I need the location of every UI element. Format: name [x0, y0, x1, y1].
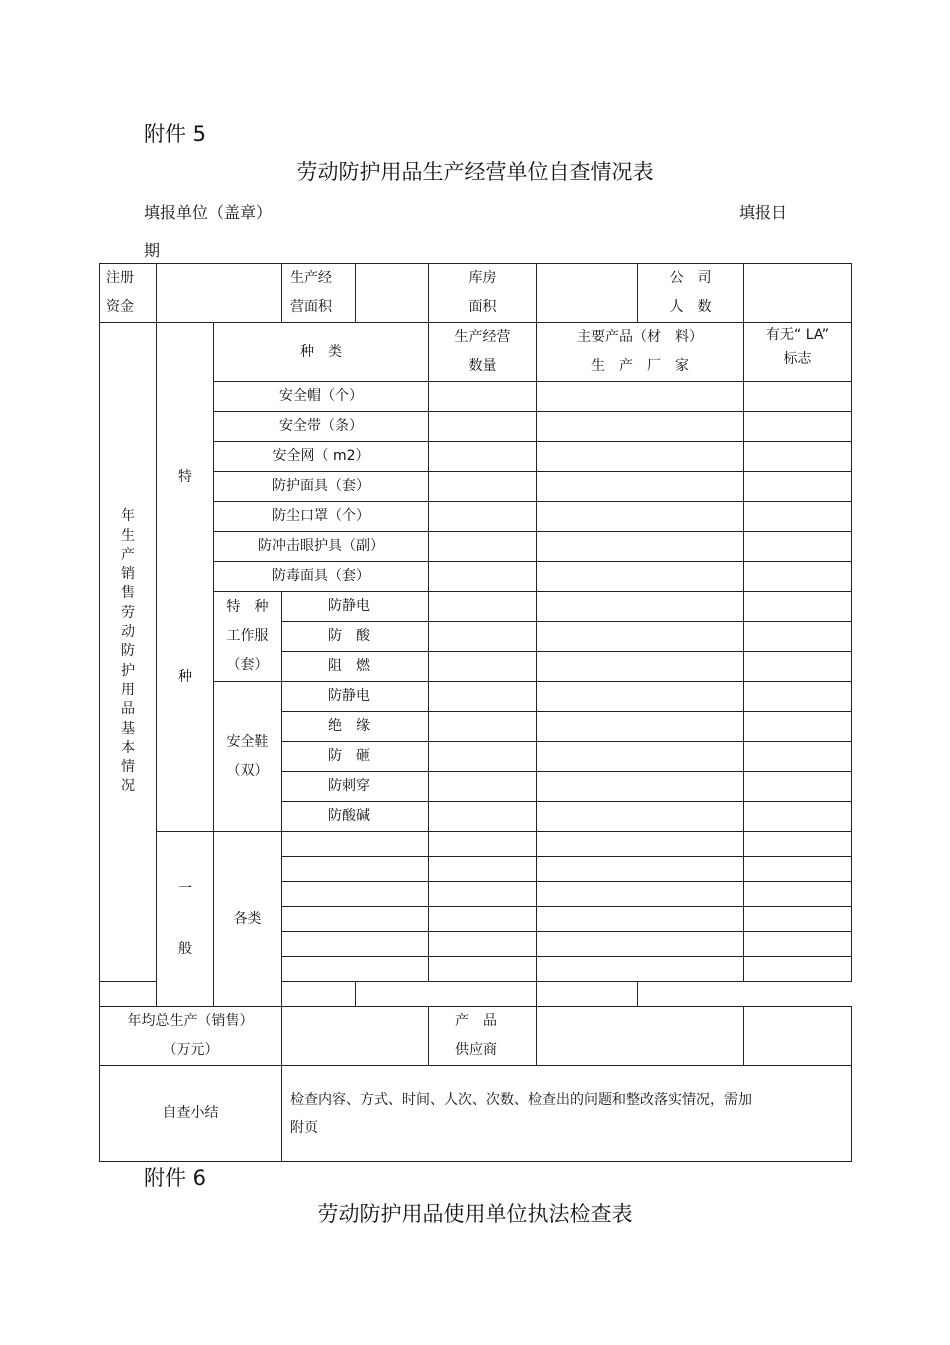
self-check-summary-label: 自查小结	[100, 1066, 282, 1162]
supplier-extra-cell[interactable]	[744, 1007, 852, 1066]
warehouse-area-value[interactable]	[537, 264, 638, 323]
manufacturer-cell[interactable]	[537, 652, 744, 682]
quantity-cell[interactable]	[429, 932, 537, 957]
la-mark-cell[interactable]	[744, 442, 852, 472]
la-mark-cell[interactable]	[744, 957, 852, 982]
manufacturer-cell[interactable]	[537, 772, 744, 802]
la-mark-cell[interactable]	[744, 592, 852, 622]
staff-count-label: 公 司 人 数	[638, 264, 744, 323]
basic-info-side-label: 年 生 产 销 售 劳 动 防 护 用 品 基 本 情 况	[100, 323, 157, 982]
general-item-cell[interactable]	[282, 957, 429, 982]
shoes-item-label: 防 砸	[282, 742, 429, 772]
manufacturer-cell[interactable]	[537, 802, 744, 832]
workwear-item-label: 防静电	[282, 592, 429, 622]
production-area-label: 生产经 营面积	[282, 264, 356, 323]
warehouse-area-label: 库房 面积	[429, 264, 537, 323]
la-mark-header: 有无“ LA” 标志	[744, 323, 852, 382]
manufacturer-cell[interactable]	[537, 532, 744, 562]
quantity-cell[interactable]	[429, 882, 537, 907]
quantity-cell[interactable]	[429, 502, 537, 532]
self-inspection-table	[99, 263, 852, 1162]
manufacturer-cell[interactable]	[537, 882, 744, 907]
fill-date-label-cont: 期	[144, 241, 161, 260]
item-row-label: 防毒面具（套）	[214, 562, 429, 592]
general-kind-label: 各类	[214, 832, 282, 1007]
la-mark-cell[interactable]	[744, 907, 852, 932]
la-mark-cell[interactable]	[744, 742, 852, 772]
la-mark-cell[interactable]	[744, 562, 852, 592]
attachment-5-label: 附件 5	[144, 122, 207, 146]
quantity-cell[interactable]	[429, 442, 537, 472]
shoes-item-label: 防酸碱	[282, 802, 429, 832]
annual-total-value[interactable]	[282, 1007, 429, 1066]
manufacturer-cell[interactable]	[356, 982, 537, 1007]
manufacturer-cell[interactable]	[537, 622, 744, 652]
quantity-cell[interactable]	[429, 562, 537, 592]
manufacturer-cell[interactable]	[537, 857, 744, 882]
quantity-cell[interactable]	[429, 382, 537, 412]
fill-unit-label: 填报单位（盖章）	[144, 203, 273, 222]
la-mark-cell[interactable]	[744, 532, 852, 562]
manufacturer-cell[interactable]	[537, 382, 744, 412]
quantity-header: 生产经营 数量	[429, 323, 537, 382]
la-mark-cell[interactable]	[744, 882, 852, 907]
manufacturer-cell[interactable]	[537, 502, 744, 532]
manufacturer-header: 主要产品（材 料） 生 产 厂 家	[537, 323, 744, 382]
quantity-cell[interactable]	[282, 982, 356, 1007]
shoes-item-label: 绝 缘	[282, 712, 429, 742]
item-row-label: 防护面具（套）	[214, 472, 429, 502]
la-mark-cell[interactable]	[744, 382, 852, 412]
fill-date-label: 填报日	[739, 203, 788, 222]
quantity-cell[interactable]	[429, 472, 537, 502]
manufacturer-cell[interactable]	[537, 742, 744, 772]
la-mark-cell[interactable]	[744, 502, 852, 532]
safety-shoes-label: 安全鞋 （双）	[214, 682, 282, 832]
self-check-summary-text[interactable]: 检查内容、方式、时间、人次、次数、检查出的问题和整改落实情况，需加 附页	[282, 1066, 852, 1162]
la-mark-cell[interactable]	[744, 682, 852, 712]
manufacturer-cell[interactable]	[537, 592, 744, 622]
registered-capital-label: 注册 资金	[100, 264, 157, 323]
la-mark-cell[interactable]	[744, 932, 852, 957]
quantity-cell[interactable]	[429, 742, 537, 772]
la-mark-cell[interactable]	[744, 472, 852, 502]
item-row-label: 安全帽（个）	[214, 382, 429, 412]
supplier-label: 产 品 供应商	[429, 1007, 537, 1066]
quantity-cell[interactable]	[429, 957, 537, 982]
item-row-label: 防冲击眼护具（副）	[214, 532, 429, 562]
la-mark-cell[interactable]	[744, 802, 852, 832]
special-type-label: 特 种	[157, 323, 214, 832]
quantity-cell[interactable]	[429, 712, 537, 742]
manufacturer-cell[interactable]	[537, 907, 744, 932]
general-item-cell[interactable]	[282, 907, 429, 932]
quantity-cell[interactable]	[429, 532, 537, 562]
form-title: 劳动防护用品生产经营单位自查情况表	[296, 160, 654, 184]
manufacturer-cell[interactable]	[537, 932, 744, 957]
registered-capital-value[interactable]	[157, 264, 282, 323]
manufacturer-cell[interactable]	[537, 712, 744, 742]
la-mark-cell[interactable]	[744, 652, 852, 682]
item-row-label: 安全带（条）	[214, 412, 429, 442]
la-mark-cell[interactable]	[744, 772, 852, 802]
general-item-cell[interactable]	[100, 982, 214, 1007]
attachment-6-label: 附件 6	[144, 1166, 207, 1190]
quantity-cell[interactable]	[429, 592, 537, 622]
manufacturer-cell[interactable]	[537, 412, 744, 442]
production-area-value[interactable]	[356, 264, 429, 323]
quantity-cell[interactable]	[429, 832, 537, 857]
general-item-cell[interactable]	[282, 932, 429, 957]
kind-header: 种 类	[214, 323, 429, 382]
manufacturer-cell[interactable]	[537, 562, 744, 592]
item-row-label: 防尘口罩（个）	[214, 502, 429, 532]
general-item-cell[interactable]	[282, 857, 429, 882]
shoes-item-label: 防静电	[282, 682, 429, 712]
quantity-cell[interactable]	[429, 802, 537, 832]
item-row-label: 安全网（ m2）	[214, 442, 429, 472]
general-item-cell[interactable]	[282, 832, 429, 857]
la-mark-cell[interactable]	[744, 832, 852, 857]
workwear-item-label: 阻 燃	[282, 652, 429, 682]
manufacturer-cell[interactable]	[537, 472, 744, 502]
staff-count-value[interactable]	[744, 264, 852, 323]
la-mark-cell[interactable]	[744, 412, 852, 442]
general-item-cell[interactable]	[282, 882, 429, 907]
manufacturer-cell[interactable]	[537, 682, 744, 712]
manufacturer-cell[interactable]	[537, 832, 744, 857]
manufacturer-cell[interactable]	[537, 957, 744, 982]
workwear-item-label: 防 酸	[282, 622, 429, 652]
quantity-cell[interactable]	[429, 907, 537, 932]
quantity-cell[interactable]	[429, 772, 537, 802]
la-mark-cell[interactable]	[744, 712, 852, 742]
form-title-6: 劳动防护用品使用单位执法检查表	[317, 1202, 633, 1226]
quantity-cell[interactable]	[429, 652, 537, 682]
shoes-item-label: 防刺穿	[282, 772, 429, 802]
quantity-cell[interactable]	[429, 622, 537, 652]
quantity-cell[interactable]	[429, 682, 537, 712]
general-type-label: 一 般	[157, 832, 214, 1007]
annual-total-label: 年均总生产（销售） （万元）	[100, 1007, 282, 1066]
la-mark-cell[interactable]	[744, 622, 852, 652]
quantity-cell[interactable]	[429, 412, 537, 442]
quantity-cell[interactable]	[429, 857, 537, 882]
supplier-value[interactable]	[537, 1007, 744, 1066]
workwear-label: 特 种 工作服 （套）	[214, 592, 282, 682]
la-mark-cell[interactable]	[744, 857, 852, 882]
manufacturer-cell[interactable]	[537, 442, 744, 472]
la-mark-cell[interactable]	[537, 982, 638, 1007]
